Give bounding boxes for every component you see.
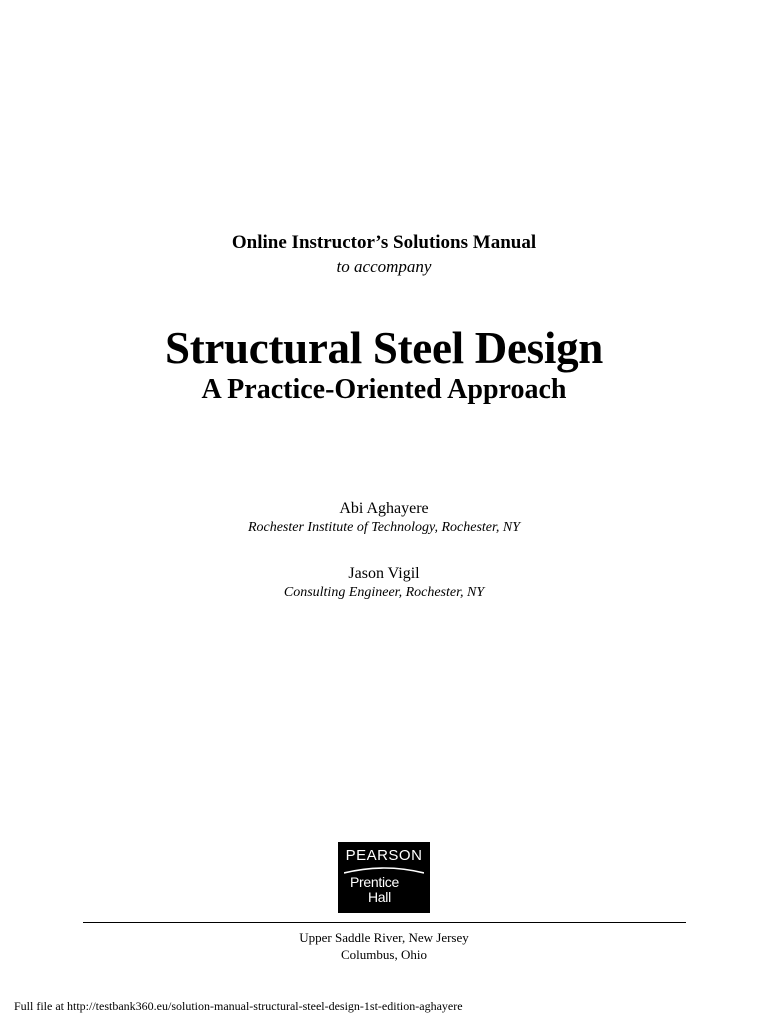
logo-pearson-text: PEARSON — [345, 847, 423, 864]
logo-imprint — [350, 875, 399, 905]
footer-url-text: Full file at http://testbank360.eu/solution-manual-structural-steel-design-1st-edition-aghayere — [14, 999, 463, 1013]
author-name-2: Jason Vigil — [348, 565, 420, 582]
accompany-text: to accompany — [336, 257, 432, 276]
author-affiliation-1: Rochester Institute of Technology, Rochester, NY — [247, 520, 521, 535]
logo-prentice-text: Prentice — [350, 874, 399, 890]
publisher-location-1: Upper Saddle River, New Jersey — [299, 930, 469, 945]
publisher-location-2: Columbus, Ohio — [341, 947, 427, 962]
manual-title: Online Instructor’s Solutions Manual — [231, 232, 537, 253]
divider-rule — [83, 922, 686, 923]
author-affiliation-2: Consulting Engineer, Rochester, NY — [283, 585, 485, 600]
author-name-1: Abi Aghayere — [339, 500, 429, 517]
pearson-prentice-hall-logo — [338, 842, 430, 913]
book-subtitle: A Practice-Oriented Approach — [201, 374, 567, 405]
logo-hall-text: Hall — [368, 889, 391, 905]
book-title: Structural Steel Design — [164, 323, 604, 373]
